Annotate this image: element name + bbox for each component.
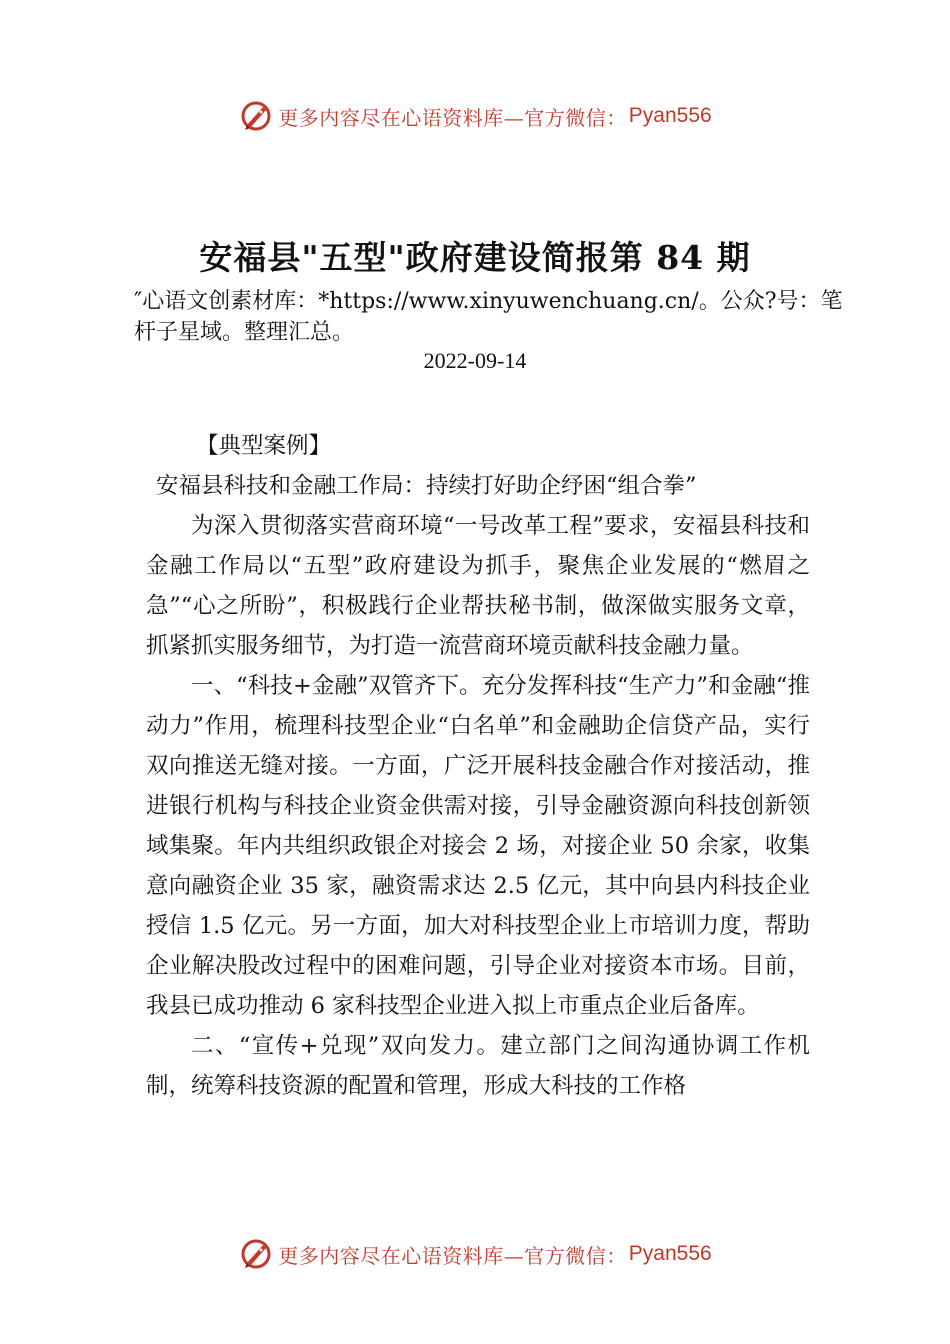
document-date: 2022-09-14 [423, 348, 527, 373]
paragraph-intro: 为深入贯彻落实营商环境“一号改革工程”要求，安福县科技和金融工作局以“五型”政府建设为抓手，聚焦企业发展的“燃眉之急”“心之所盼”，积极践行企业帮扶秘书制，做深做实服务文章，抓紧抓实服务细节，为打造一流营商环境贡献科技金融力量。 [146, 513, 810, 659]
paragraph-one: 一、“科技+金融”双管齐下。充分发挥科技“生产力”和金融“推动力”作用，梳理科技型企业“白名单”和金融助企信贷产品，实行双向推送无缝对接。一方面，广泛开展科技金融合作对接活动，推进银行机构与科技企业资金供需对接，引导金融资源向科技创新领域集聚。年内共组织政银企对接会 2 场，对接企业 50 余家，收集意向融资企业 35 家，融资需求达 2.5 亿元，其中向县内科技企业授信 1.5 亿元。另一方面，加大对科技型企业上市培训力度，帮助企业解决股改过程中的困难问题，引导企业对接资本市场。目前，我县已成功推动 6 家科技型企业进入拟上市重点企业后备库。 [146, 673, 810, 1019]
top-banner [0, 96, 950, 136]
article-subtitle: 安福县科技和金融工作局：持续打好助企纾困“组合拳” [156, 473, 697, 499]
source-line: ″心语文创素材库：*https://www.xinyuwenchuang.cn/。公众?号：笔杆子星域。整理汇总。 [134, 289, 843, 345]
pen-logo-icon [238, 98, 274, 134]
banner-wechat-id: Pyan556 [628, 104, 712, 127]
document-body [146, 426, 810, 1106]
pen-logo-icon [238, 1236, 274, 1272]
paragraph-two: 二、“宣传+兑现”双向发力。建立部门之间沟通协调工作机制，统筹科技资源的配置和管理，形成大科技的工作格 [146, 1033, 810, 1099]
document-title: 安福县"五型"政府建设简报第 84 期 [199, 238, 751, 277]
section-tag: 【典型案例】 [196, 433, 332, 459]
banner-text: 更多内容尽在心语资料库—官方微信： [278, 1243, 627, 1268]
bottom-banner [0, 1234, 950, 1274]
banner-wechat-id: Pyan556 [628, 1242, 712, 1265]
banner-text: 更多内容尽在心语资料库—官方微信： [278, 105, 627, 130]
